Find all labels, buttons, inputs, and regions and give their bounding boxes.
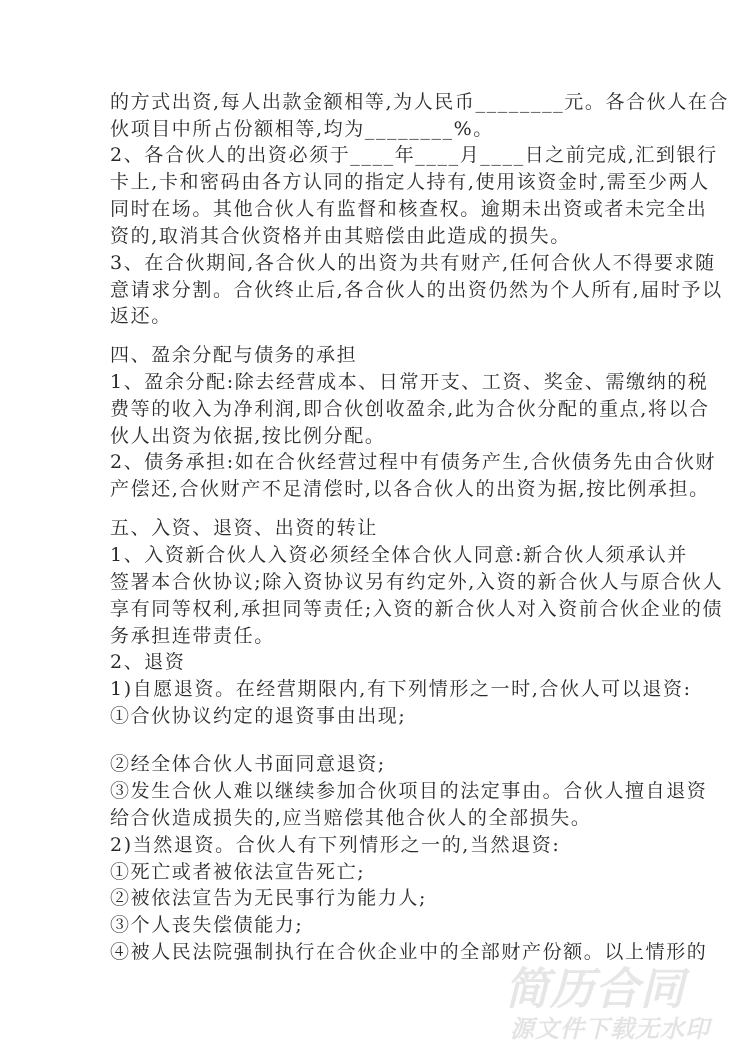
text-line: ④被人民法院强制执行在合伙企业中的全部财产份额。以上情形的 — [110, 941, 708, 963]
text-line: 3、在合伙期间,各合伙人的出资为共有财产,任何合伙人不得要求随 — [110, 252, 716, 274]
text-line: 享有同等权利,承担同等责任;入资的新合伙人对入资前合伙企业的债 — [110, 598, 724, 620]
text-line: 2、债务承担:如在合伙经营过程中有债务产生,合伙债务先由合伙财 — [110, 451, 717, 473]
text-line: 伙项目中所占份额相等,均为________%。 — [110, 118, 494, 140]
text-line: ③个人丧失偿债能力; — [110, 914, 304, 936]
watermark-tagline: 源文件下载无水印 — [510, 1015, 710, 1043]
watermark-brand: 简历合同 — [505, 964, 685, 1015]
text-line: 产偿还,合伙财产不足清偿时,以各合伙人的出资为据,按比例承担。 — [110, 478, 710, 500]
text-line: 卡上,卡和密码由各方认同的指定人持有,使用该资金时,需至少两人 — [110, 171, 710, 193]
text-line: 2、各合伙人的出资必须于____年____月____日之前完成,汇到银行 — [110, 144, 718, 166]
text-line: ②被依法宣告为无民事行为能力人; — [110, 887, 428, 909]
text-line: 同时在场。其他合伙人有监督和核查权。逾期未出资或者未完全出 — [110, 198, 708, 220]
text-line: 返还。 — [110, 305, 172, 327]
text-line: 意请求分割。合伙终止后,各合伙人的出资仍然为个人所有,届时予以 — [110, 279, 723, 301]
text-line: 费等的收入为净利润,即合伙创收盈余,此为合伙分配的重点,将以合 — [110, 398, 710, 420]
text-line: 资的,取消其合伙资格并由其赔偿由此造成的损失。 — [110, 225, 571, 247]
text-line: 的方式出资,每人出款金额相等,为人民币________元。各合伙人在合 — [110, 91, 730, 113]
text-line: 务承担连带责任。 — [110, 625, 275, 647]
text-line: 伙人出资为依据,按比例分配。 — [110, 425, 386, 447]
text-line: 给合伙造成损失的,应当赔偿其他合伙人的全部损失。 — [110, 807, 592, 829]
text-line: ③发生合伙人难以继续参加合伙项目的法定事由。合伙人擅自退资 — [110, 780, 708, 802]
text-line: ①死亡或者被依法宣告死亡; — [110, 861, 366, 883]
text-line: ②经全体合伙人书面同意退资; — [110, 753, 386, 775]
section-heading: 四、盈余分配与债务的承担 — [110, 344, 358, 366]
text-line: 1、入资新合伙人入资必须经全体合伙人同意:新合伙人须承认并 — [110, 544, 688, 566]
text-line: 2)当然退资。合伙人有下列情形之一的,当然退资: — [110, 834, 561, 856]
section-heading: 五、入资、退资、出资的转让 — [110, 517, 378, 539]
text-line: 1、盈余分配:除去经营成本、日常开支、工资、奖金、需缴纳的税 — [110, 371, 709, 393]
text-line: 2、退资 — [110, 651, 186, 673]
text-line: 1)自愿退资。在经营期限内,有下列情形之一时,合伙人可以退资: — [110, 678, 692, 700]
text-line: ①合伙协议约定的退资事由出现; — [110, 705, 407, 727]
text-line: 签署本合伙协议;除入资协议另有约定外,入资的新合伙人与原合伙人 — [110, 571, 724, 593]
